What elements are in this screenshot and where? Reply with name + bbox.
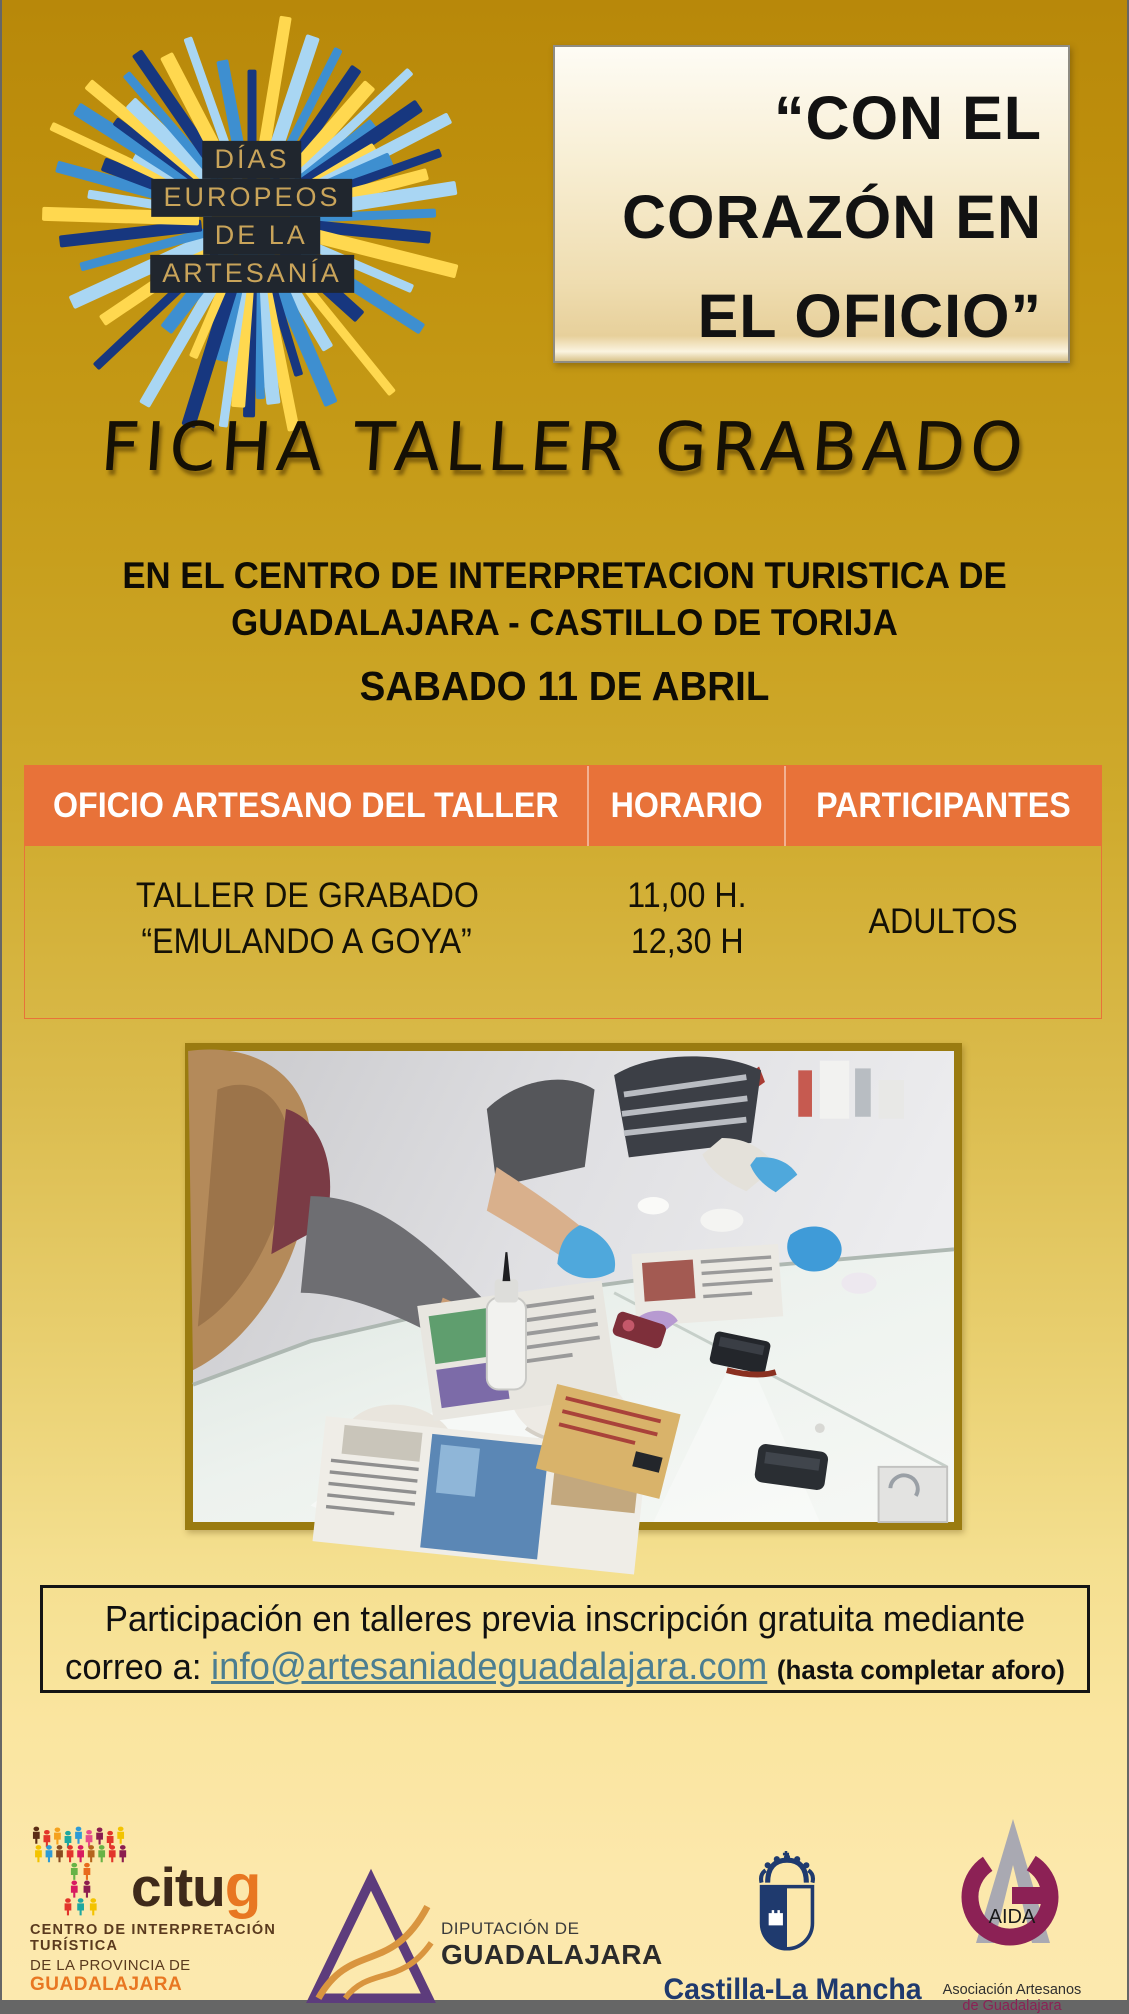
registration-line2 [64,1643,1066,1694]
logo-line: DE LA [203,217,320,255]
citug-caption-line1: CENTRO DE INTERPRETACIÓN TURÍSTICA [30,1922,277,1954]
diputacion-text [441,1919,663,1971]
castilla-la-mancha-logo [657,1850,922,2007]
motto-box [553,45,1070,363]
registration-email-prefix: correo a: [65,1646,212,1687]
aida-caption-line2: de Guadalajara [962,1998,1062,2014]
citug-people-icon [30,1825,127,1916]
col-header-participantes [786,766,1101,846]
event-details [2,552,1127,710]
citug-logo-top [30,1825,300,1919]
col-header-oficio [25,766,589,846]
diputacion-triangle-icon [307,1870,435,2008]
aida-monogram-icon [950,1815,1075,1975]
workshop-photo-illustration [193,1051,954,1522]
aida-acronym: AIDA [988,1906,1035,1928]
diputacion-line1: DIPUTACIÓN DE [441,1919,580,1938]
logo-line: ARTESANÍA [150,255,354,293]
cell-participantes [786,846,1101,1018]
registration-note [40,1585,1090,1693]
citug-wordmark [131,1852,261,1919]
registration-line1: Participación en talleres previa inscripción gratuita mediante [104,1598,1026,1639]
citug-logo [30,1825,300,1996]
aida-caption-line1: Asociación Artesanos [942,1982,1082,1998]
workshop-table [24,765,1102,1019]
taller-name-line1: TALLER DE GRABADO [135,876,479,915]
diputacion-line2: GUADALAJARA [441,1939,663,1970]
cell-horario [589,846,786,1018]
participantes-value: ADULTOS [868,902,1018,941]
dias-europeos-logo-text [150,141,354,293]
citug-caption-line2 [30,1957,300,1996]
citug-caption-prefix: DE LA PROVINCIA DE [30,1957,191,1974]
taller-name-line2: “EMULANDO A GOYA” [141,922,473,961]
poster-page [2,0,1127,2014]
table-row [25,846,1101,1018]
event-location-line2: GUADALAJARA - CASTILLO DE TORIJA [231,602,898,643]
dias-europeos-artesania-logo [37,5,467,435]
col-header-label: OFICIO ARTESANO DEL TALLER [53,786,559,825]
motto-line: “CON EL [774,84,1042,152]
sponsor-logos-bar [2,1770,1127,2014]
horario-line2: 12,30 H [630,922,744,961]
castilla-crest-icon [741,1850,833,1962]
col-header-label: PARTICIPANTES [816,786,1071,825]
page-title: FICHA TALLER GRABADO [98,408,1031,486]
aida-logo [922,1815,1102,2014]
diputacion-guadalajara-logo [307,1870,663,2008]
table-header-row [25,766,1101,846]
col-header-label: HORARIO [610,786,763,825]
citug-wordmark-main: citu [131,1856,225,1918]
workshop-photo [185,1043,962,1530]
email-link[interactable]: info@artesaniadeguadalajara.com [211,1646,768,1688]
logo-line: DÍAS [202,141,301,179]
logo-line: EUROPEOS [151,179,352,217]
motto-line: CORAZÓN EN [621,183,1042,251]
castilla-wordmark: Castilla-La Mancha [663,1973,922,2006]
citug-wordmark-g: g [224,1852,261,1919]
event-location-line1: EN EL CENTRO DE INTERPRETACION TURISTICA DE [122,555,1007,596]
citug-caption-name: GUADALAJARA [30,1974,183,1995]
cell-taller [25,846,589,1018]
horario-line1: 11,00 H. [627,876,747,915]
col-header-horario [589,766,786,846]
registration-aforo-note: (hasta completar aforo) [776,1655,1065,1685]
motto-line: EL OFICIO” [697,282,1042,350]
event-date: SABADO 11 DE ABRIL [359,663,770,709]
